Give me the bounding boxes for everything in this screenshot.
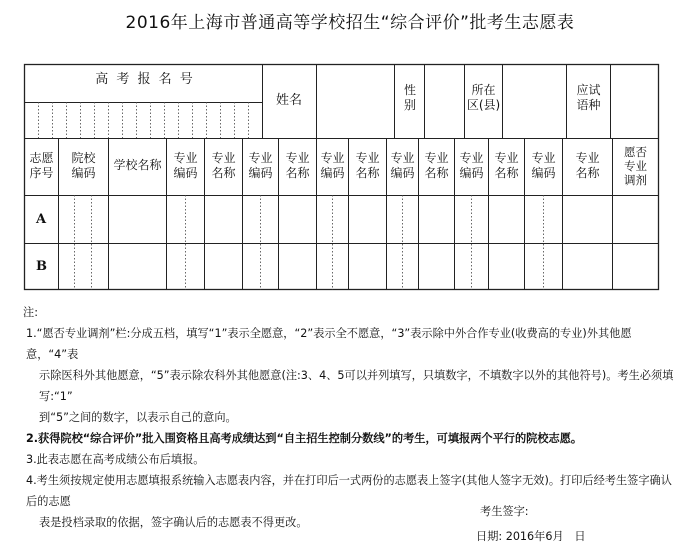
exam-number-label: 高 考 报 名 号 xyxy=(95,72,195,87)
col-major-name-3: 专业 名称 xyxy=(355,151,380,180)
col-major-code-1: 专业 编码 xyxy=(173,151,198,180)
row-label-a: A xyxy=(36,212,47,227)
note-1-line-2: 示除医科外其他愿意，“5”表示除农科外其他愿意(注:3、4、5可以并列填写，只填数字，不填数字以外的其他符号)。考生必须填写:“1” xyxy=(39,369,674,403)
note-1-line-3: 到“5”之间的数字，以表示自己的意向。 xyxy=(39,411,237,424)
col-major-name-1: 专业 名称 xyxy=(211,151,236,180)
col-school-name: 学校名称 xyxy=(113,158,162,172)
col-major-code-3: 专业 编码 xyxy=(320,151,345,180)
district-label: 所在 区(县) xyxy=(466,83,501,112)
note-4-line-1: 4.考生须按规定使用志愿填报系统输入志愿表内容，并在打印后一式两份的志愿表上签字(其他人签字无效)。打印后经考生签字确认后的志愿 xyxy=(26,474,672,508)
col-major-code-2: 专业 编码 xyxy=(248,151,273,180)
gender-label: 性 别 xyxy=(403,83,416,112)
date-label: 日期: 2016年6月 日 xyxy=(476,530,586,543)
col-major-name-2: 专业 名称 xyxy=(285,151,310,180)
col-school-code: 院校 编码 xyxy=(71,151,96,180)
exam-language-label: 应试 语种 xyxy=(576,83,601,112)
col-accept-adjustment: 愿否 专业 调剂 xyxy=(624,145,647,187)
col-major-name-4: 专业 名称 xyxy=(424,151,449,180)
col-choice-number: 志愿 序号 xyxy=(29,151,54,180)
row-label-b: B xyxy=(36,259,47,274)
note-4-line-2: 表是投档录取的依据，签字确认后的志愿表不得更改。 xyxy=(39,516,308,529)
col-major-code-6: 专业 编码 xyxy=(531,151,556,180)
form-title: 2016年上海市普通高等学校招生“综合评价”批考生志愿表 xyxy=(125,13,575,33)
col-major-code-4: 专业 编码 xyxy=(390,151,415,180)
note-2: 2.获得院校“综合评价”批入围资格且高考成绩达到“自主招生控制分数线”的考生，可填报两个平行的院校志愿。 xyxy=(26,432,583,445)
col-major-code-5: 专业 编码 xyxy=(459,151,484,180)
signature-label: 考生签字: xyxy=(480,505,529,518)
col-major-name-6: 专业 名称 xyxy=(575,151,600,180)
name-label: 姓名 xyxy=(275,93,302,108)
note-3: 3.此表志愿在高考成绩公布后填报。 xyxy=(26,453,205,466)
notes-heading: 注: xyxy=(23,306,38,319)
col-major-name-5: 专业 名称 xyxy=(494,151,519,180)
note-1-line-1: 1.“愿否专业调剂”栏:分成五档，填写“1”表示全愿意，“2”表示全不愿意，“3”表示除中外合作专业(收费高的专业)外其他愿意，“4”表 xyxy=(26,327,632,361)
notes-section xyxy=(23,302,676,533)
